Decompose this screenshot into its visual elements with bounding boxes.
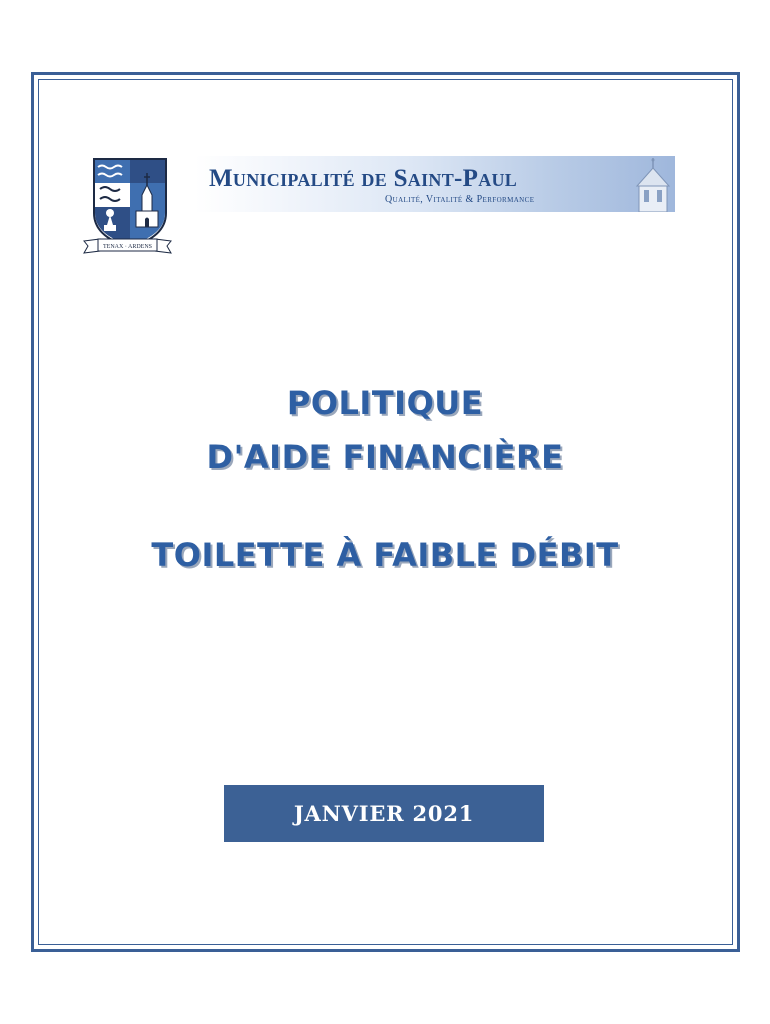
church-steeple-icon — [631, 156, 675, 212]
svg-text:TENAX · ARDENS: TENAX · ARDENS — [103, 244, 152, 250]
date-label: JANVIER 2021 — [293, 801, 475, 826]
subtitle: TOILETTE À FAIBLE DÉBIT — [151, 536, 619, 574]
coat-of-arms-icon — [80, 155, 175, 255]
municipality-tagline: Qualité, Vitalité & Performance — [385, 194, 535, 205]
date-banner — [224, 785, 544, 842]
municipality-banner — [195, 156, 675, 212]
title-line-1: POLITIQUE — [286, 384, 484, 422]
municipality-name: Municipalité de Saint-Paul — [209, 165, 518, 192]
title-line-2: D'AIDE FINANCIÈRE — [206, 438, 564, 476]
